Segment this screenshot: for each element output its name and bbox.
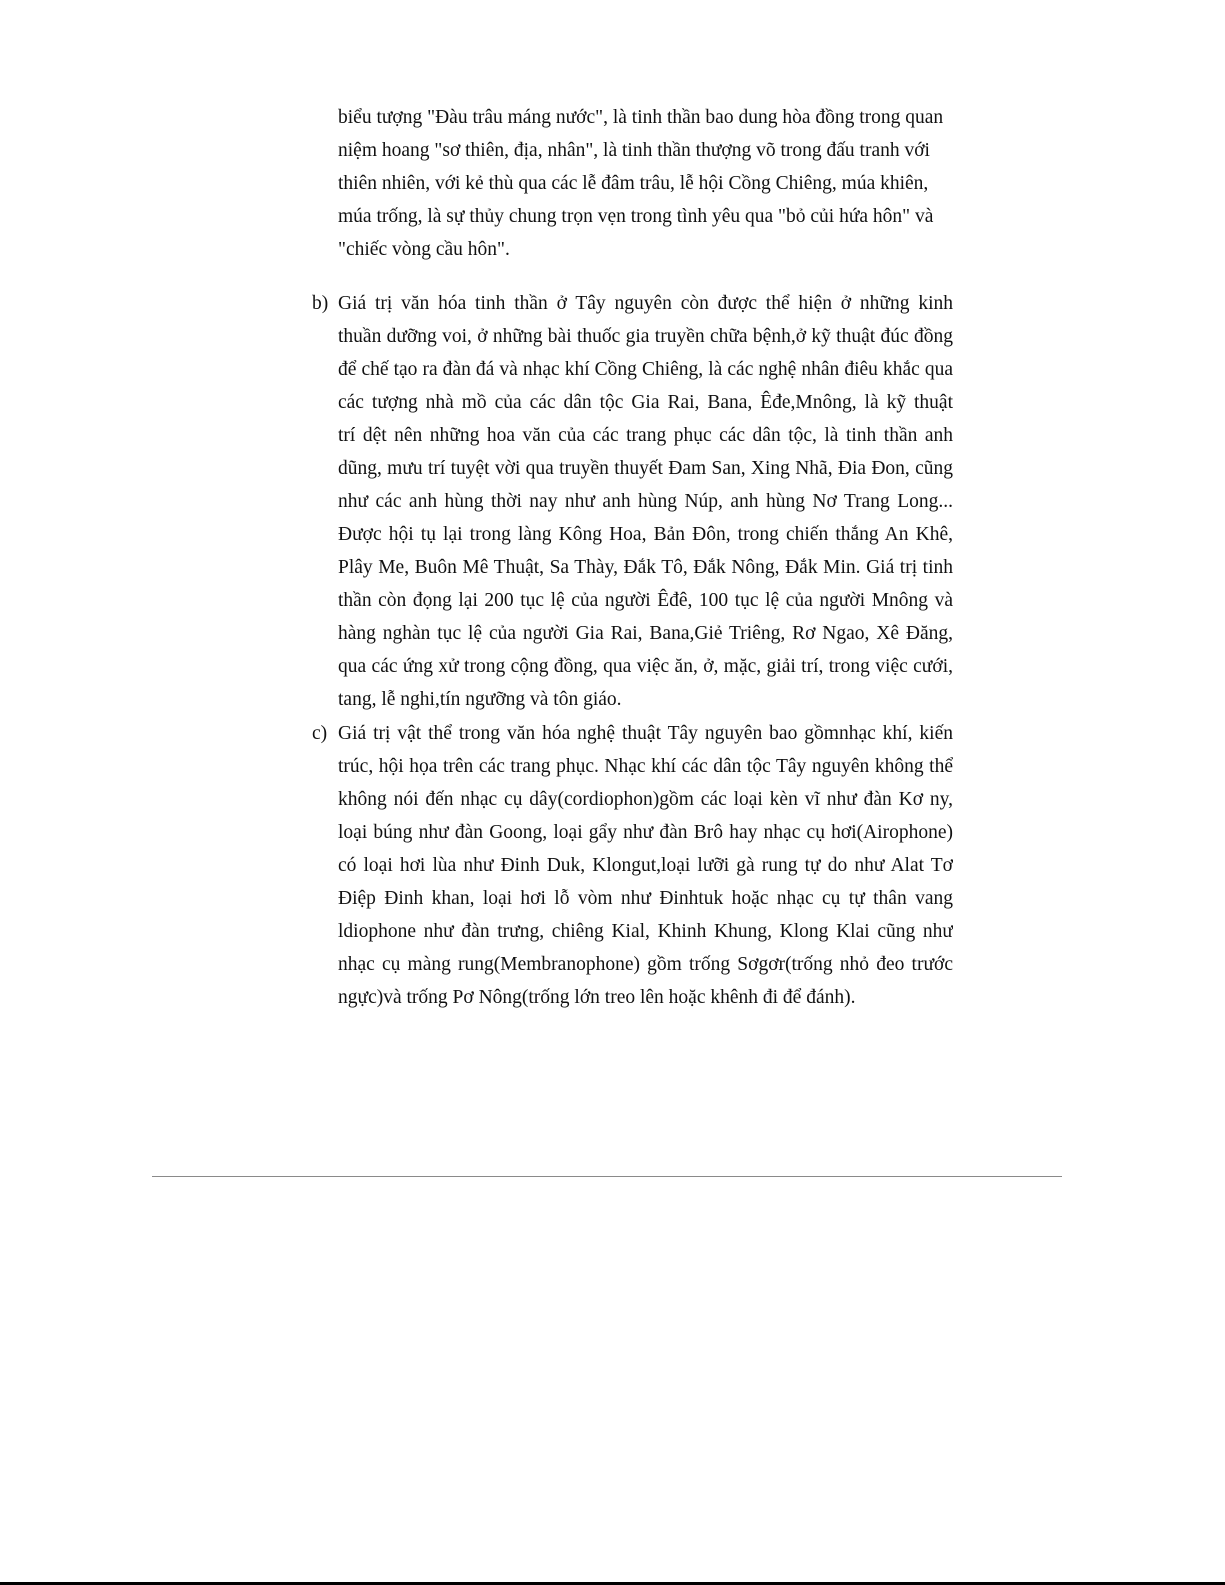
text-line: các tượng nhà mồ của các dân tộc Gia Rai, Bana, Êđe,Mnông, là kỹ thuật bbox=[338, 392, 953, 413]
text-line: hàng nghàn tục lệ của người Gia Rai, Bana,Giẻ Triêng, Rơ Ngao, Xê Đăng, bbox=[338, 623, 953, 644]
text-line: Điệp Đinh khan, loại hơi lỗ vòm như Đinhtuk hoặc nhạc cụ tự thân vang bbox=[338, 888, 953, 909]
text-line: loại búng như đàn Goong, loại gẩy như đàn Brô hay nhạc cụ hơi(Airophone) bbox=[338, 822, 953, 843]
list-item-c bbox=[312, 717, 953, 1014]
text-line: không nói đến nhạc cụ dây(cordiophon)gồm các loại kèn vĩ như đàn Kơ ny, bbox=[338, 789, 953, 810]
text-line: Được hội tụ lại trong làng Kông Hoa, Bản Đôn, trong chiến thắng An Khê, bbox=[338, 524, 953, 545]
list-marker: b) bbox=[312, 293, 329, 314]
text-line: như các anh hùng thời nay như anh hùng Núp, anh hùng Nơ Trang Long... bbox=[338, 491, 953, 512]
text-line: Giá trị vật thể trong văn hóa nghệ thuật Tây nguyên bao gồmnhạc khí, kiến bbox=[338, 723, 953, 744]
text-line: trúc, hội họa trên các trang phục. Nhạc khí các dân tộc Tây nguyên không thể bbox=[338, 756, 953, 777]
text-line: nhạc cụ màng rung(Membranophone) gồm trống Sơgơr(trống nhỏ đeo trước bbox=[338, 954, 953, 975]
text-line: qua các ứng xử trong cộng đồng, qua việc ăn, ở, mặc, giải trí, trong việc cưới, bbox=[338, 656, 953, 677]
text-line: thiên nhiên, với kẻ thù qua các lễ đâm trâu, lễ hội Cồng Chiêng, múa khiên, bbox=[338, 173, 929, 194]
text-line: múa trống, là sự thủy chung trọn vẹn trong tình yêu qua "bỏ củi hứa hôn" và bbox=[338, 206, 934, 227]
text-line: thần còn đọng lại 200 tục lệ của người Êđê, 100 tục lệ của người Mnông và bbox=[338, 590, 953, 611]
text-line: tang, lễ nghi,tín ngưỡng và tôn giáo. bbox=[338, 689, 622, 710]
text-line: dũng, mưu trí tuyệt vời qua truyền thuyết Đam San, Xing Nhã, Đia Đon, cũng bbox=[338, 458, 953, 479]
text-line: niệm hoang "sơ thiên, địa, nhân", là tinh thần thượng võ trong đấu tranh với bbox=[338, 140, 930, 161]
list-marker: c) bbox=[312, 723, 328, 744]
text-line: có loại hơi lùa như Đinh Duk, Klongut,loại lưỡi gà rung tự do như Alat Tơ bbox=[338, 855, 953, 876]
text-line: ldiophone như đàn trưng, chiêng Kial, Khinh Khung, Klong Klai cũng như bbox=[338, 921, 953, 942]
text-line: thuần dưỡng voi, ở những bài thuốc gia truyền chữa bệnh,ở kỹ thuật đúc đồng bbox=[338, 326, 953, 347]
text-line: để chế tạo ra đàn đá và nhạc khí Cồng Chiêng, là các nghệ nhân điêu khắc qua bbox=[338, 359, 953, 380]
page-divider bbox=[152, 1176, 1062, 1177]
text-line: biểu tượng "Đàu trâu máng nước", là tinh thần bao dung hòa đồng trong quan bbox=[338, 107, 944, 128]
text-line: ngực)và trống Pơ Nông(trống lớn treo lên hoặc khênh đi để đánh). bbox=[338, 987, 856, 1008]
text-line: "chiếc vòng cầu hôn". bbox=[338, 239, 510, 260]
text-line: Giá trị văn hóa tinh thần ở Tây nguyên còn được thể hiện ở những kinh bbox=[338, 293, 953, 314]
text-line: trí dệt nên những hoa văn của các trang phục các dân tộc, là tinh thần anh bbox=[338, 425, 953, 446]
list-item-b bbox=[312, 287, 953, 716]
paragraph-continuation bbox=[338, 101, 953, 266]
text-line: Plây Me, Buôn Mê Thuật, Sa Thày, Đắk Tô, Đắk Nông, Đắk Min. Giá trị tinh bbox=[338, 557, 953, 578]
